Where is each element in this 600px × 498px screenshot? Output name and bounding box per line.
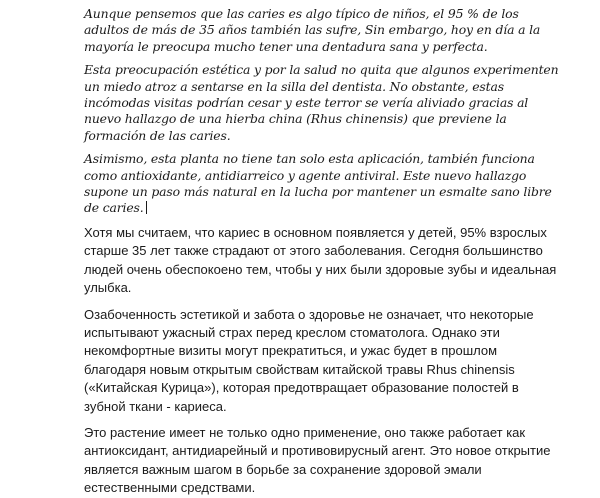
russian-paragraph-1[interactable]: Хотя мы считаем, что кариес в основном появляется у детей, 95% взрослых старше 35 лет также страдают от этого заболевания. Сегодня большинство людей очень обеспокоено тем, чтобы у них были здоровые зубы и идеальная улыбка. (84, 224, 557, 296)
spanish-paragraph-1[interactable]: Aunque pensemos que las caries es algo típico de niños, el 95 % de los adultos de más de 35 años también las sufre, Sin embargo, hoy en día a la mayoría le preocupa mucho tener una dentadura sana y perfecta. (84, 6, 541, 54)
spanish-paragraph-2[interactable]: Esta preocupación estética y por la salud no quita que algunos experimenten un miedo atroz a sentarse en la silla del dentista. No obstante, estas incómodas visitas podrían cesar y este terror se vería aliviado gracias al nuevo hallazgo de una hierba china (Rhus chinensis) que previene la formación de las caries. (84, 62, 559, 143)
spanish-paragraph-3-text: Asimismo, esta planta no tiene tan solo esta aplicación, también funciona como antioxidante, antidiarreico y agente antiviral. Este nuevo hallazgo supone un paso más natural en la lucha por mantener un esmalte sano libre de caries. (84, 151, 552, 216)
russian-paragraph-3[interactable]: Это растение имеет не только одно применение, оно также работает как антиоксидант, антидиарейный и противовирусный агент. Это новое открытие является важным шагом в борьбе за сохранение здоровой эмали естественными средствами. (84, 424, 551, 496)
russian-paragraph-2[interactable]: Озабоченность эстетикой и забота о здоровье не означает, что некоторые испытывают ужасный страх перед креслом стоматолога. Однако эти некомфортные визиты могут прекратиться, и ужас будет в прошлом благодаря новым открытым свойствам китайской травы Rhus chinensis («Китайская Курица»), которая предотвращает образование полостей в зубной ткани - кариеса. (84, 306, 534, 414)
spanish-paragraph-3[interactable] (84, 151, 560, 217)
text-cursor (146, 201, 147, 214)
